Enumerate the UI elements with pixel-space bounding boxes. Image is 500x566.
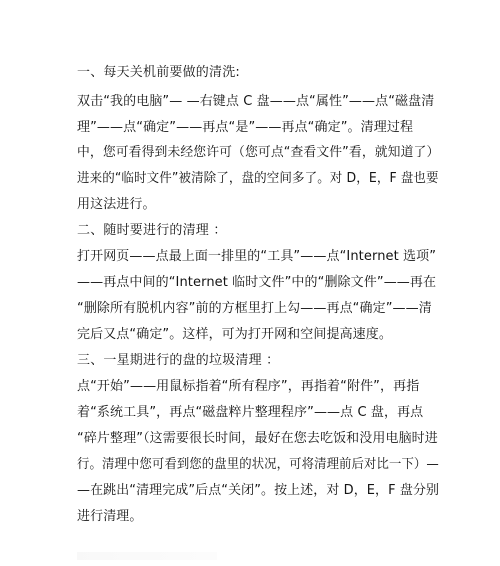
- section-2-line-1: 打开网页——点最上面一排里的“工具”——点“Internet 选项”: [77, 249, 437, 264]
- section-2-line-2: ——再点中间的“Internet 临时文件”中的“删除文件”——再在: [77, 275, 437, 290]
- section-3-line-6: 进行清理。: [77, 509, 143, 524]
- section-1-line-3: 中，您可看得到未经您许可（您可点“查看文件”看，就知道了）: [77, 145, 440, 160]
- section-1-line-4: 进来的“临时文件”被清除了，盘的空间多了。对 D，E，F 盘也要: [77, 171, 439, 186]
- section-1-line-5: 用这法进行。: [77, 197, 156, 212]
- section-3-line-1: 点“开始”——用鼠标指着“所有程序”，再指着“附件”，再指: [77, 379, 420, 394]
- faint-footer-mark: [77, 552, 217, 560]
- section-3-line-5: —在跳出“清理完成”后点“关闭”。按上述，对 D，E，F 盘分别: [77, 483, 440, 498]
- section-1-line-1: 双击“我的电脑”— —右键点 C 盘——点“属性”——点“磁盘清: [77, 94, 435, 109]
- section-1-line-2: 理”——点“确定”——再点“是”——再点“确定”。清理过程: [77, 120, 414, 135]
- section-3-line-4: 行。清理中您可看到您的盘里的状况，可将清理前后对比一下）—: [77, 457, 439, 472]
- section-2-line-3: “删除所有脱机内容”前的方框里打上勾——再点“确定”——清: [77, 301, 432, 316]
- section-1-heading: 一、每天关机前要做的清洗:: [77, 65, 240, 80]
- section-2-heading: 二、随时要进行的清理 ：: [77, 223, 227, 238]
- section-3-line-3: “碎片整理”（这需要很长时间，最好在您去吃饭和没用电脑时进: [77, 431, 438, 446]
- section-3-heading: 三、一星期进行的盘的垃圾清理 ：: [77, 353, 280, 368]
- section-2-line-4: 完后又点“确定”。这样，可为打开网和空间提高速度。: [77, 327, 392, 342]
- section-3-line-2: 着“系统工具”，再点“磁盘粹片整理程序”——点 C 盘，再点: [77, 405, 424, 420]
